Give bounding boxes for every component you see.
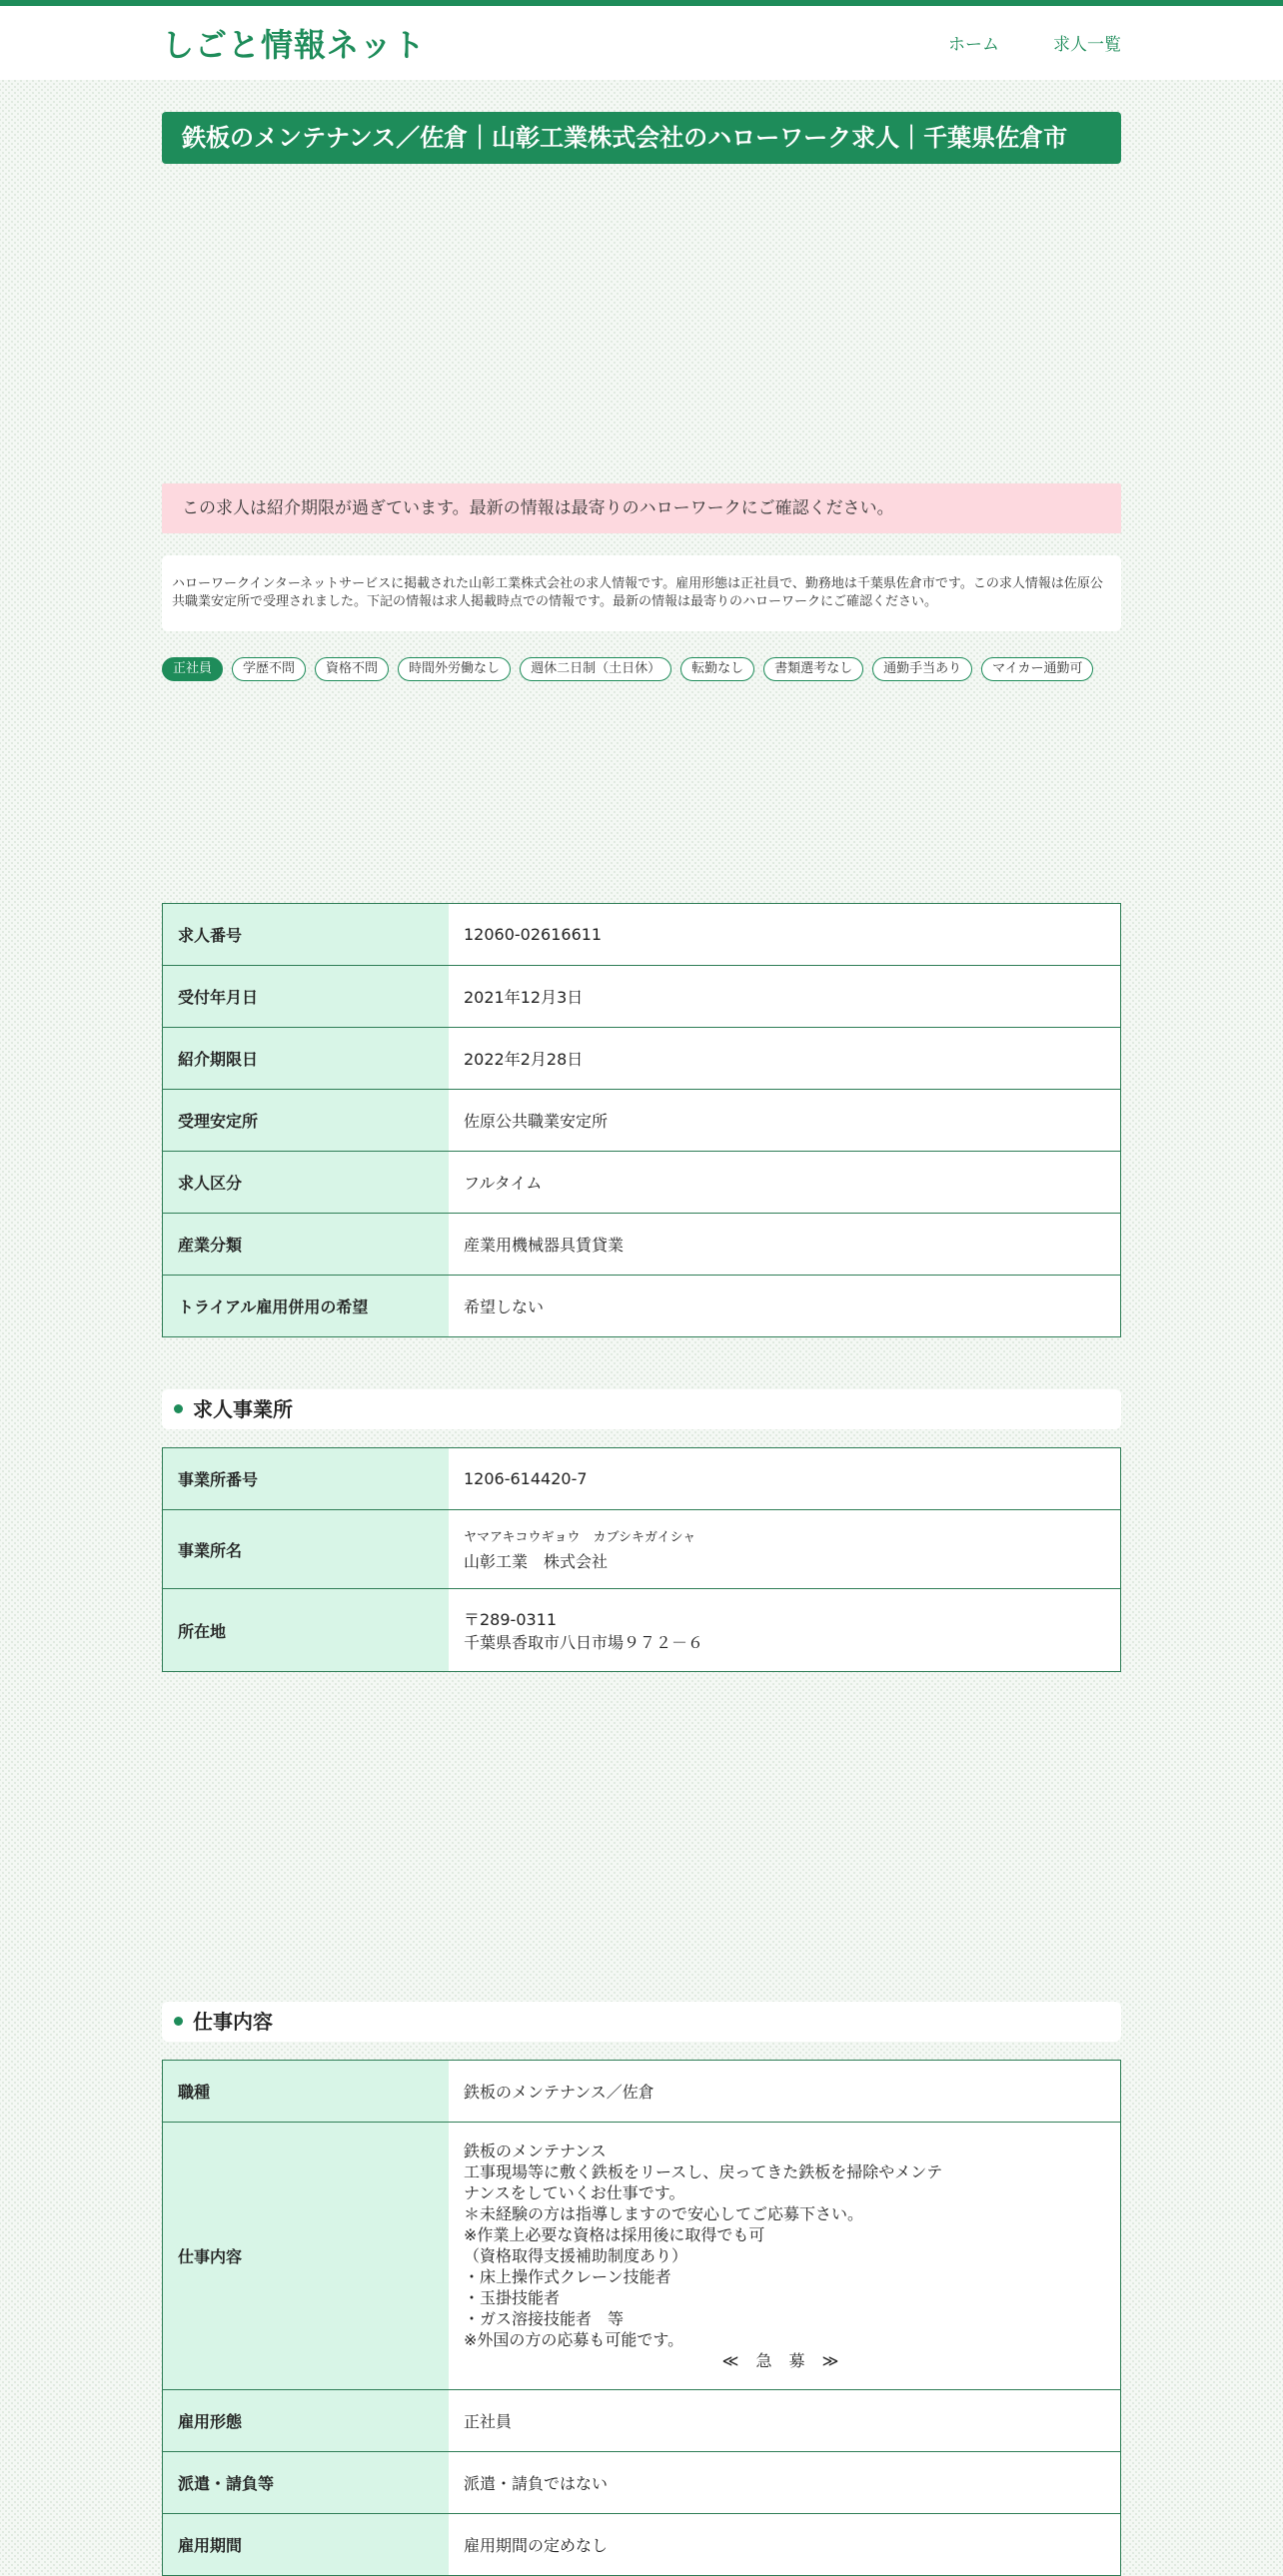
table-row <box>163 1448 1121 1510</box>
nav-job-list-link[interactable]: 求人一覧 <box>1053 35 1121 55</box>
office-name-cell <box>449 1510 1121 1589</box>
tag-car-commute-ok: マイカー通勤可 <box>981 657 1093 681</box>
intro-text: ハローワークインターネットサービスに掲載された山彰工業株式会社の求人情報です。雇用形態は正社員で、勤務地は千葉県佐倉市です。この求人情報は佐原公共職業安定所で受理されました。下記の情報は求人掲載時点での情報です。最新の情報は最寄りのハローワークにご確認ください。 <box>162 555 1121 631</box>
row-label: 受付年月日 <box>163 966 450 1028</box>
job-info-table <box>162 2060 1121 2576</box>
office-address-label: 所在地 <box>163 1589 450 1672</box>
row-label: 紹介期限日 <box>163 1028 450 1090</box>
office-name-kana: ヤマアキコウギョウ カブシキガイシャ <box>464 1530 696 1546</box>
tag-no-overtime: 時間外労働なし <box>398 657 511 681</box>
row-value: 希望しない <box>449 1276 1121 1337</box>
dispatch-label: 派遣・請負等 <box>163 2452 450 2514</box>
table-row <box>163 1510 1121 1589</box>
job-desc-line: ＊未経験の方は指導しますので安心してご応募下さい。 <box>464 2204 864 2224</box>
basic-info-table <box>162 903 1121 1337</box>
job-heading-text: 仕事内容 <box>193 2010 273 2035</box>
page-title: 鉄板のメンテナンス／佐倉｜山彰工業株式会社のハローワーク求人｜千葉県佐倉市 <box>162 112 1121 164</box>
tag-list <box>162 657 1121 681</box>
nav-home-link[interactable]: ホーム <box>948 35 999 55</box>
job-desc-cell <box>449 2123 1121 2390</box>
bullet-dot-icon <box>174 2017 183 2026</box>
tag-two-day-weekend: 週休二日制（土日休） <box>520 657 671 681</box>
job-desc-line: ナンスをしていくお仕事です。 <box>464 2183 685 2203</box>
tag-no-document-screening: 書類選考なし <box>763 657 863 681</box>
table-row <box>163 2452 1121 2514</box>
tag-no-transfer: 転勤なし <box>680 657 754 681</box>
employment-period-label: 雇用期間 <box>163 2514 450 2576</box>
employment-type-value: 正社員 <box>449 2390 1121 2452</box>
table-row <box>163 1028 1121 1090</box>
tag-no-education-requirement: 学歴不問 <box>232 657 306 681</box>
employment-type-label: 雇用形態 <box>163 2390 450 2452</box>
office-section-heading <box>162 1389 1121 1429</box>
row-value: フルタイム <box>449 1152 1121 1214</box>
row-value: 産業用機械器具賃貸業 <box>449 1214 1121 1276</box>
dispatch-value: 派遣・請負ではない <box>449 2452 1121 2514</box>
ad-area-top <box>162 180 1121 483</box>
office-heading-text: 求人事業所 <box>193 1397 293 1422</box>
job-desc-line: ・ガス溶接技能者 等 <box>464 2309 625 2329</box>
table-row <box>163 966 1121 1028</box>
job-type-label: 職種 <box>163 2061 450 2123</box>
tag-no-qualification-requirement: 資格不問 <box>315 657 389 681</box>
job-type-value: 鉄板のメンテナンス／佐倉 <box>449 2061 1121 2123</box>
table-row <box>163 2514 1121 2576</box>
tag-full-time: 正社員 <box>162 657 223 681</box>
table-row <box>163 1276 1121 1337</box>
main-nav <box>948 30 1121 55</box>
office-info-table <box>162 1447 1121 1672</box>
job-section-heading <box>162 2002 1121 2042</box>
office-address-cell <box>449 1589 1121 1672</box>
table-row <box>163 1152 1121 1214</box>
main-content <box>162 112 1121 2576</box>
job-desc-line: 鉄板のメンテナンス <box>464 2142 607 2161</box>
office-postal-code: 〒289-0311 <box>464 1610 558 1630</box>
urgent-hiring-text: ≪ 急 募 ≫ <box>721 2351 845 2371</box>
row-label: 求人区分 <box>163 1152 450 1214</box>
table-row <box>163 1090 1121 1152</box>
table-row <box>163 2390 1121 2452</box>
table-row <box>163 1589 1121 1672</box>
office-address-value: 千葉県香取市八日市場９７２－６ <box>464 1633 704 1653</box>
tag-commute-allowance: 通勤手当あり <box>872 657 972 681</box>
expired-alert: この求人は紹介期限が過ぎています。最新の情報は最寄りのハローワークにご確認ください。 <box>162 483 1121 533</box>
table-row <box>163 1214 1121 1276</box>
job-desc-line: 工事現場等に敷く鉄板をリースし、戻ってきた鉄板を掃除やメンテ <box>464 2162 943 2182</box>
employment-period-value: 雇用期間の定めなし <box>449 2514 1121 2576</box>
row-value: 12060-02616611 <box>449 904 1121 966</box>
job-desc-line: ・床上操作式クレーン技能者 <box>464 2267 671 2287</box>
row-value: 佐原公共職業安定所 <box>449 1090 1121 1152</box>
table-row <box>163 2061 1121 2123</box>
row-label: 受理安定所 <box>163 1090 450 1152</box>
job-desc-line: ※作業上必要な資格は採用後に取得でも可 <box>464 2225 765 2245</box>
table-row <box>163 2123 1121 2390</box>
ad-area-lower <box>162 1672 1121 2002</box>
job-desc-line: （資格取得支援補助制度あり） <box>464 2246 688 2266</box>
row-label: 求人番号 <box>163 904 450 966</box>
bullet-dot-icon <box>174 1404 183 1413</box>
job-desc-line: ※外国の方の応募も可能です。 <box>464 2330 684 2350</box>
office-number-value: 1206-614420-7 <box>449 1448 1121 1510</box>
table-row <box>163 904 1121 966</box>
job-desc-line: ・玉掛技能者 <box>464 2288 561 2308</box>
office-number-label: 事業所番号 <box>163 1448 450 1510</box>
row-value: 2021年12月3日 <box>449 966 1121 1028</box>
ad-area-middle <box>162 681 1121 903</box>
job-desc-label: 仕事内容 <box>163 2123 450 2390</box>
site-header <box>0 6 1283 80</box>
row-label: 産業分類 <box>163 1214 450 1276</box>
row-value: 2022年2月28日 <box>449 1028 1121 1090</box>
row-label: トライアル雇用併用の希望 <box>163 1276 450 1337</box>
office-name-label: 事業所名 <box>163 1510 450 1589</box>
office-name-value: 山彰工業 株式会社 <box>464 1552 609 1572</box>
site-logo[interactable]: しごと情報ネット <box>162 26 427 64</box>
